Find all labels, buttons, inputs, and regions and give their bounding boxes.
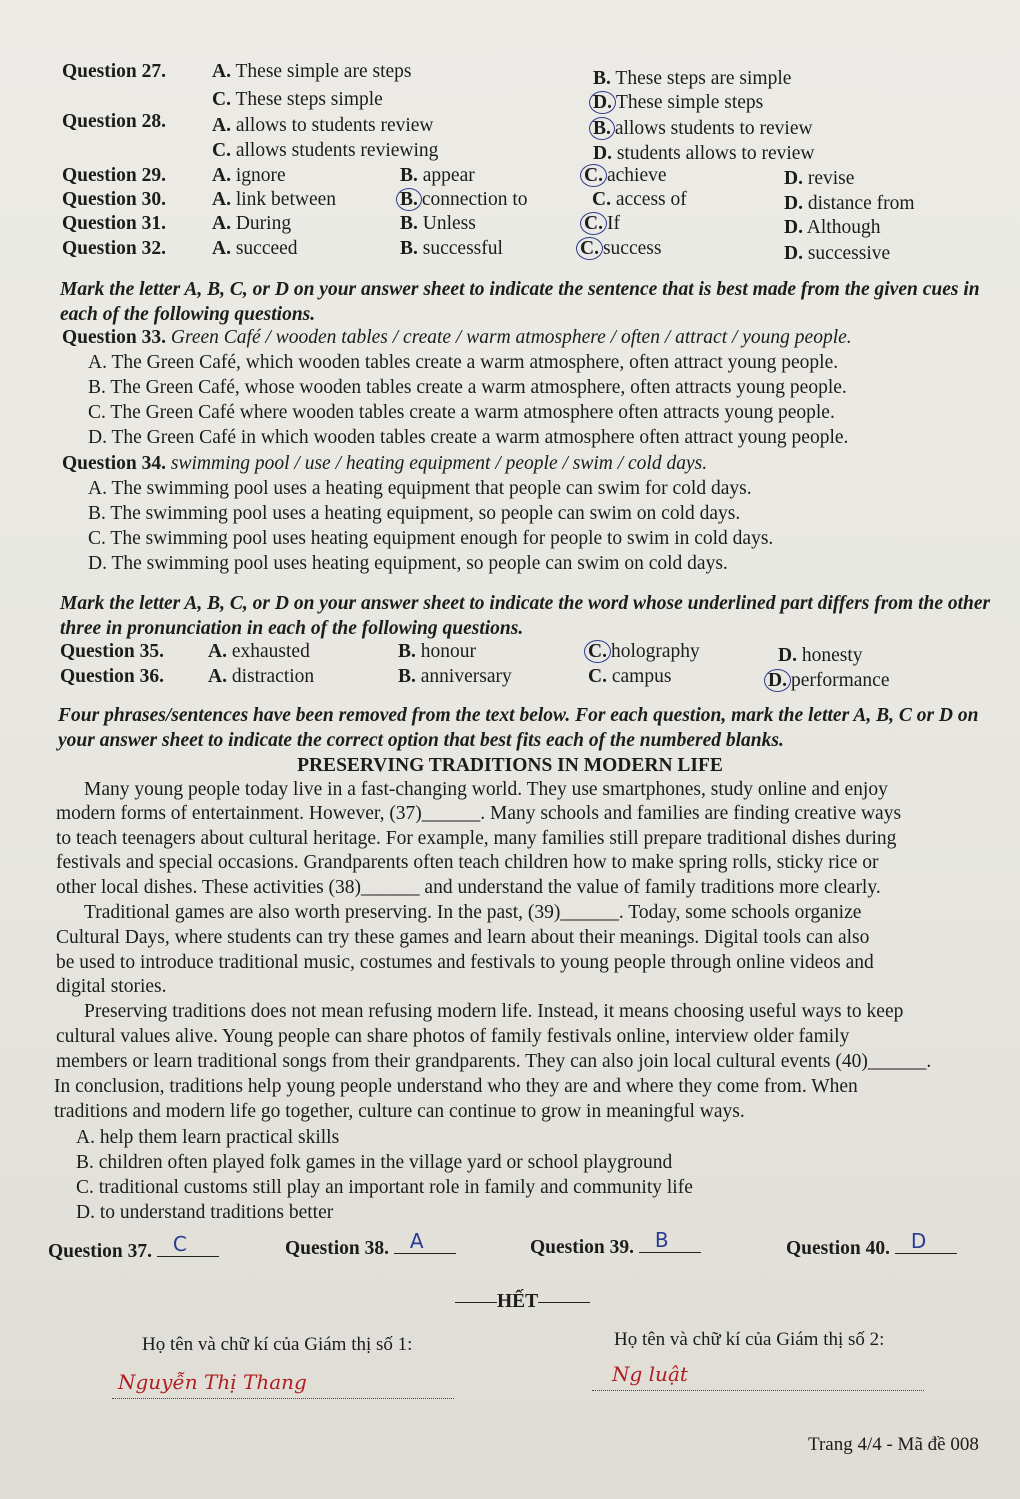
answer-38[interactable]: Question 38. A: [285, 1235, 456, 1262]
option-b-marked[interactable]: B. allows students to review: [593, 117, 813, 142]
reading-option-d[interactable]: D. to understand traditions better: [76, 1202, 334, 1223]
option-c-marked[interactable]: C. achieve: [584, 164, 667, 189]
q33-option-c[interactable]: C. The Green Café where wooden tables create a warm atmosphere often attracts young people.: [88, 402, 835, 423]
passage-line: digital stories.: [56, 976, 167, 997]
question-31: [62, 212, 962, 237]
question-28-cont: [62, 139, 962, 164]
question-label: Question 29.: [62, 165, 167, 186]
option-b[interactable]: B. appear: [400, 165, 475, 186]
answer-40[interactable]: Question 40. D: [786, 1235, 957, 1262]
question-label: Question 31.: [62, 213, 167, 234]
q33-option-b-marked[interactable]: B. The Green Café, whose wooden tables create a warm atmosphere, often attracts young people.: [88, 377, 847, 398]
question-35: [60, 640, 960, 665]
question-label: Question 35.: [60, 641, 165, 662]
q34-option-a[interactable]: A. The swimming pool uses a heating equipment that people can swim for cold days.: [88, 478, 752, 499]
option-b[interactable]: B. successful: [400, 238, 503, 259]
option-a[interactable]: A. These simple are steps: [212, 61, 412, 82]
answer-37[interactable]: Question 37. C: [48, 1238, 219, 1265]
option-a[interactable]: A. link between: [212, 189, 337, 210]
question-label: Question 27.: [62, 61, 167, 82]
option-d-marked[interactable]: D. performance: [768, 669, 890, 694]
q33-option-d[interactable]: D. The Green Café in which wooden tables create a warm atmosphere often attract young people.: [88, 427, 849, 448]
option-c[interactable]: C. access of: [592, 189, 687, 210]
section-instruction-pronunciation: Mark the letter A, B, C, or D on your answer sheet to indicate the word whose underlined part differs from the other three in pronunciation in each of the following questions.: [60, 593, 991, 639]
proctor-2-label: Họ tên và chữ kí của Giám thị số 2:: [614, 1329, 885, 1350]
question-27: [62, 60, 962, 89]
reading-option-c[interactable]: C. traditional customs still play an important role in family and community life: [76, 1177, 693, 1198]
option-a[interactable]: A. ignore: [212, 165, 286, 186]
question-36: [60, 665, 960, 690]
passage-line: cultural values alive. Young people can share photos of family festivals online, interview older family: [56, 1026, 850, 1047]
end-marker: HẾT: [455, 1290, 590, 1315]
proctor-1-label: Họ tên và chữ kí của Giám thị số 1:: [142, 1334, 413, 1355]
passage-line: Many young people today live in a fast-changing world. They use smartphones, study online and enjoy: [84, 779, 888, 800]
question-28: [62, 110, 962, 139]
option-a[interactable]: A. succeed: [212, 238, 298, 259]
option-c[interactable]: C. allows students reviewing: [212, 140, 439, 161]
passage-line: other local dishes. These activities (38)______ and understand the value of family traditions more clearly.: [56, 877, 881, 898]
option-c-marked[interactable]: C. holography: [588, 640, 700, 665]
section-instruction-reading: Four phrases/sentences have been removed from the text below. For each question, mark the letter A, B, C or D on your answer sheet to indicate the correct option that best fits each of the numbered blanks.: [58, 705, 979, 751]
section-instruction-cues: Mark the letter A, B, C, or D on your answer sheet to indicate the sentence that is best made from the given cues in each of the following questions.: [60, 279, 980, 325]
option-b[interactable]: B. These steps are simple: [593, 68, 792, 89]
passage-line: to teach teenagers about cultural heritage. For example, many families still prepare traditional dishes during: [56, 828, 897, 849]
passage-line: Preserving traditions does not mean refusing modern life. Instead, it means choosing useful ways to keep: [84, 1001, 904, 1022]
passage-line: festivals and special occasions. Grandparents often teach children how to make spring rolls, sticky rice or: [56, 852, 879, 873]
option-c[interactable]: C. These steps simple: [212, 89, 383, 110]
option-b[interactable]: B. anniversary: [398, 666, 512, 687]
q34-option-d[interactable]: D. The swimming pool uses heating equipment, so people can swim on cold days.: [88, 553, 728, 574]
question-29: [62, 164, 962, 189]
q34-option-b-marked[interactable]: B. The swimming pool uses a heating equipment, so people can swim on cold days.: [88, 503, 741, 524]
option-a[interactable]: A. distraction: [208, 666, 315, 687]
question-label: Question 36.: [60, 666, 165, 687]
signature-2: Ng luật: [612, 1362, 688, 1386]
page-number: Trang 4/4 - Mã đề 008: [808, 1434, 979, 1455]
option-c[interactable]: C. campus: [588, 666, 672, 687]
option-d[interactable]: D. distance from: [784, 193, 915, 214]
passage-line: members or learn traditional songs from their grandparents. They can also join local cultural events (40)______.: [56, 1051, 932, 1072]
option-b[interactable]: B. honour: [398, 641, 477, 662]
question-30: [62, 188, 962, 213]
option-c-marked[interactable]: C. success: [580, 237, 661, 262]
passage-title: PRESERVING TRADITIONS IN MODERN LIFE: [297, 755, 723, 776]
passage-line: be used to introduce traditional music, costumes and festivals to young people through online videos and: [56, 952, 874, 973]
signature-line-2: [592, 1388, 924, 1391]
reading-option-b[interactable]: B. children often played folk games in the village yard or school playground: [76, 1152, 673, 1173]
answer-39[interactable]: Question 39. B: [530, 1234, 701, 1261]
option-b[interactable]: B. Unless: [400, 213, 476, 234]
q34-option-c[interactable]: C. The swimming pool uses heating equipment enough for people to swim in cold days.: [88, 528, 774, 549]
option-d-marked[interactable]: D. These simple steps: [593, 91, 763, 116]
option-a[interactable]: A. During: [212, 213, 292, 234]
option-a[interactable]: A. allows to students review: [212, 115, 434, 136]
question-34: Question 34. swimming pool / use / heating equipment / people / swim / cold days.: [62, 453, 708, 474]
signature-line-1: [112, 1396, 454, 1399]
question-label: Question 32.: [62, 238, 167, 259]
signature-1: Nguyễn Thị Thang: [118, 1370, 307, 1394]
question-33: Question 33. Green Café / wooden tables / create / warm atmosphere / often / attract / young people.: [62, 327, 852, 348]
option-d[interactable]: D. Although: [784, 217, 881, 238]
reading-option-a[interactable]: A. help them learn practical skills: [76, 1127, 340, 1148]
question-32: [62, 237, 962, 262]
option-b-marked[interactable]: B. connection to: [400, 188, 527, 213]
passage-line: modern forms of entertainment. However, (37)______. Many schools and families are finding creative ways: [56, 803, 902, 824]
passage-line: traditions and modern life go together, culture can continue to grow in meaningful ways.: [54, 1101, 745, 1122]
option-d[interactable]: D. revise: [784, 168, 855, 189]
passage-line: Traditional games are also worth preserving. In the past, (39)______. Today, some schools organize: [84, 902, 862, 923]
question-label: Question 28.: [62, 111, 167, 132]
option-d[interactable]: D. students allows to review: [593, 143, 815, 164]
option-d[interactable]: D. honesty: [778, 645, 863, 666]
q33-option-a[interactable]: A. The Green Café, which wooden tables create a warm atmosphere, often attract young people.: [88, 352, 839, 373]
question-label: Question 30.: [62, 189, 167, 210]
passage-line: In conclusion, traditions help young people understand who they are and where they come from. When: [54, 1076, 858, 1097]
option-d[interactable]: D. successive: [784, 243, 891, 264]
passage-line: Cultural Days, where students can try these games and learn about their meanings. Digital tools can also: [56, 927, 870, 948]
option-a[interactable]: A. exhausted: [208, 641, 310, 662]
option-c-marked[interactable]: C. If: [584, 212, 620, 237]
